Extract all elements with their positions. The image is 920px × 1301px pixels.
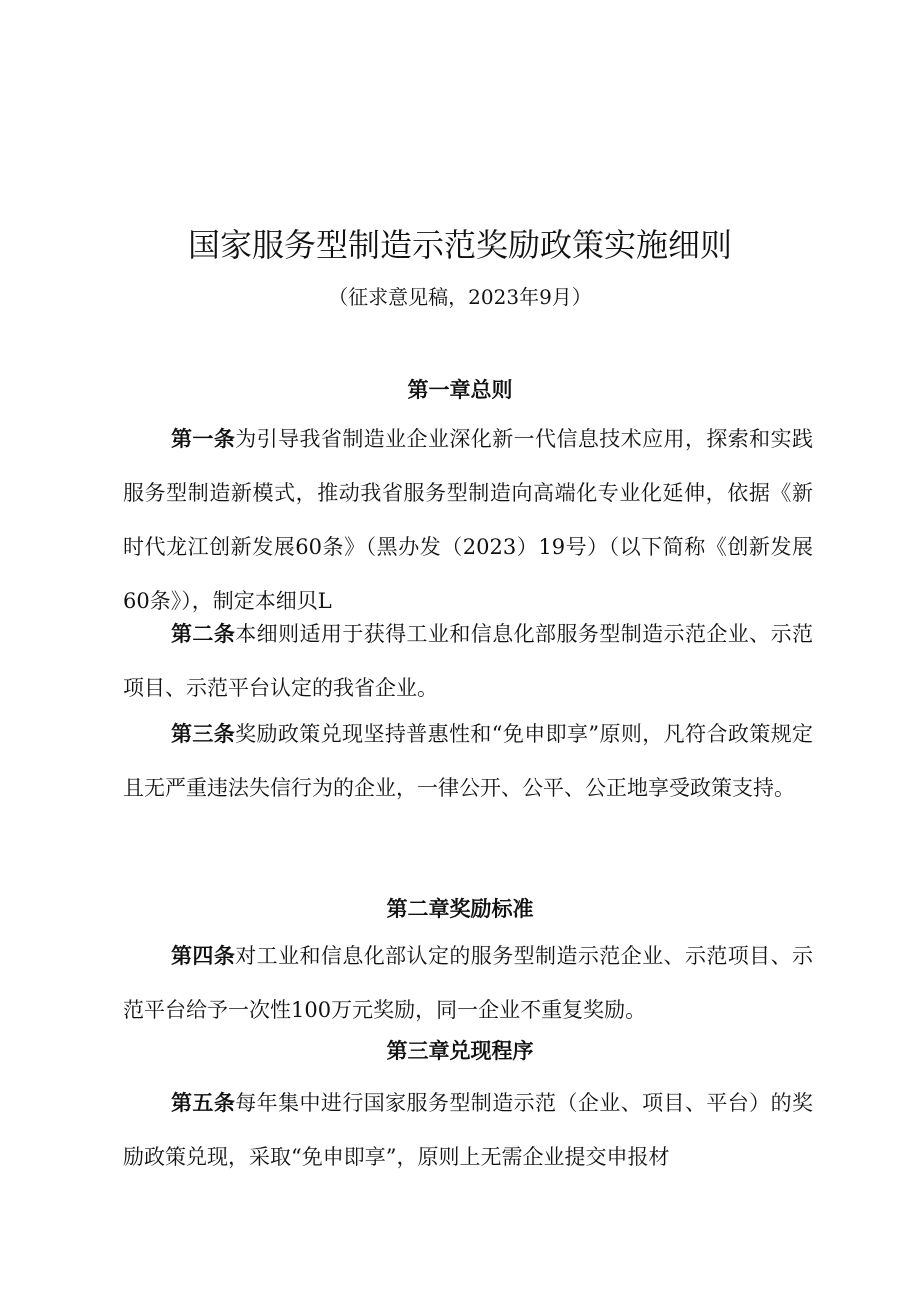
article-text: 对工业和信息化部认定的服务型制造示范企业、示范项目、示范平台给予一次性100万元奖励，同一企业不重复奖励。	[123, 944, 814, 1022]
article-text: 本细则适用于获得工业和信息化部服务型制造示范企业、示范项目、示范平台认定的我省企业。	[123, 622, 814, 700]
document-subtitle: （征求意见稿，2023年9月）	[328, 285, 592, 309]
article-label: 第四条	[171, 944, 236, 968]
article-label: 第三条	[171, 722, 236, 746]
article-paragraph	[123, 707, 813, 815]
document-title: 国家服务型制造示范奖励政策实施细则	[187, 226, 732, 264]
article-text: 为引导我省制造业企业深化新一代信息技术应用，探索和实践服务型制造新模式，推动我省服务型制造向高端化专业化延伸，依据《新时代龙江创新发展60条》（黑办发（2023）19号）（以下简称《创新发展60条》），制定本细贝L	[123, 427, 814, 613]
article-label: 第二条	[171, 622, 236, 646]
article-paragraph	[123, 412, 813, 628]
article-label: 第一条	[171, 427, 236, 451]
article-label: 第五条	[171, 1091, 236, 1115]
article-paragraph	[123, 607, 813, 715]
article-text: 奖励政策兑现坚持普惠性和“免申即享”原则，凡符合政策规定且无严重违法失信行为的企业，一律公开、公平、公正地享受政策支持。	[123, 722, 813, 800]
article-paragraph	[123, 929, 813, 1037]
chapter-heading: 第二章奖励标准	[386, 897, 534, 921]
chapter-heading: 第一章总则	[407, 378, 513, 402]
article-text: 每年集中进行国家服务型制造示范（企业、项目、平台）的奖励政策兑现，采取“免申即享”，原则上无需企业提交申报材	[123, 1091, 814, 1169]
article-paragraph	[123, 1076, 813, 1184]
chapter-heading: 第三章兑现程序	[386, 1039, 534, 1063]
